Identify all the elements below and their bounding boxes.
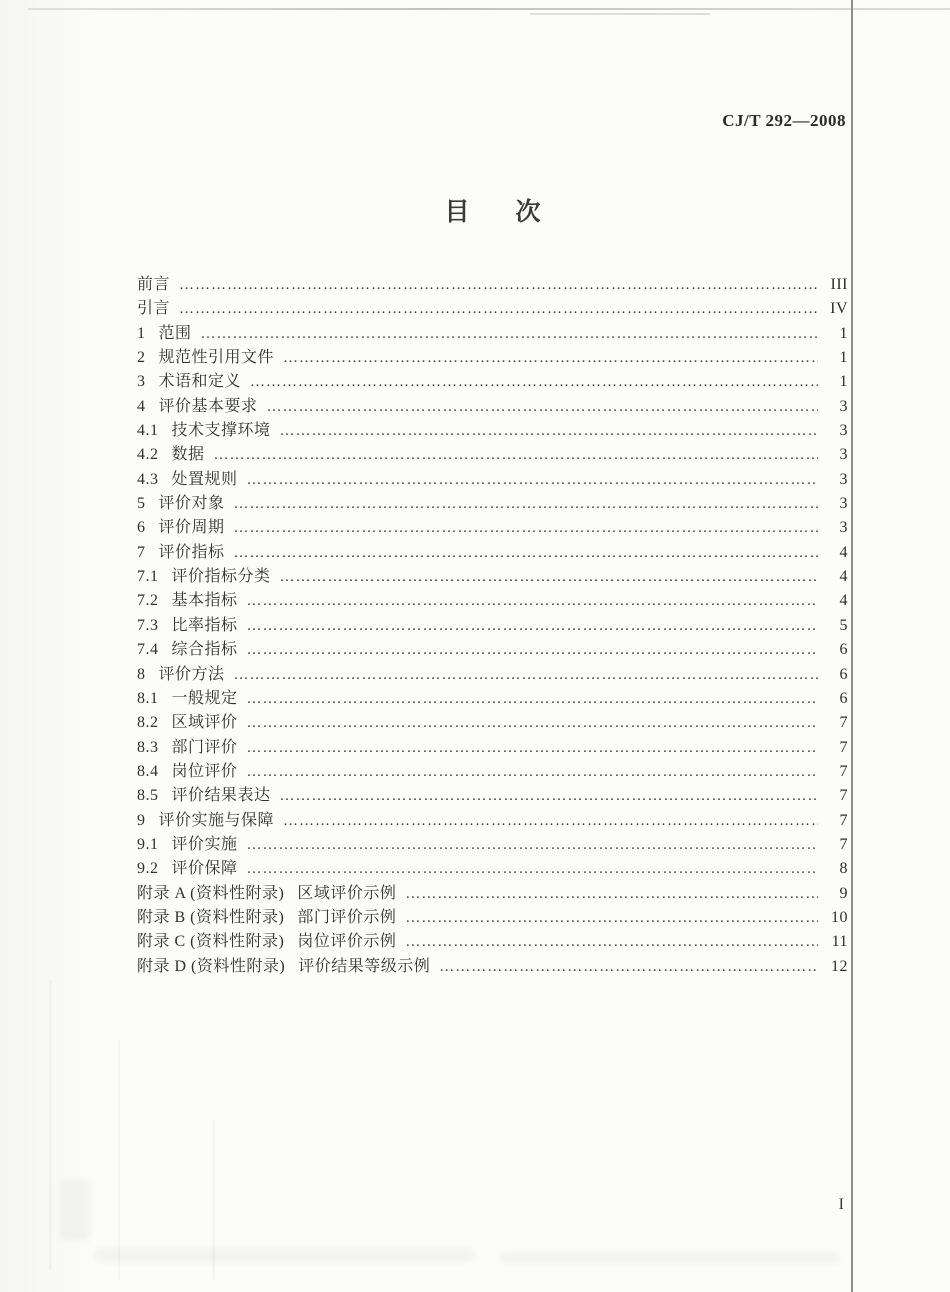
entry-number: 4 xyxy=(137,397,146,415)
entry-label: 规范性引用文件 xyxy=(158,349,275,367)
entry-number: 9.1 xyxy=(137,835,159,853)
entry-label: 综合指标 xyxy=(171,641,238,659)
entry-number: 7.1 xyxy=(137,568,159,586)
toc-entry xyxy=(137,271,848,295)
toc-entry xyxy=(137,734,848,758)
entry-page: IV xyxy=(830,300,848,318)
dot-leader xyxy=(405,886,818,903)
toc-entry xyxy=(137,587,848,611)
entry-page: 3 xyxy=(839,422,848,440)
toc-entry xyxy=(137,320,848,344)
toc-entry xyxy=(137,539,848,563)
entry-label: 技术支撑环境 xyxy=(171,422,271,440)
entry-number: 附录 C (资料性附录) xyxy=(137,933,285,951)
entry-page: 3 xyxy=(839,446,848,464)
toc-entry xyxy=(137,368,848,392)
dot-leader xyxy=(201,326,818,343)
entry-label: 评价实施 xyxy=(171,835,238,853)
table-of-contents xyxy=(137,271,848,977)
entry-label: 范围 xyxy=(158,324,192,342)
entry-page: 3 xyxy=(839,470,848,488)
entry-number: 4.3 xyxy=(137,470,159,488)
entry-page: 10 xyxy=(831,908,848,926)
dot-leader xyxy=(247,837,818,854)
entry-page: 4 xyxy=(839,592,848,610)
scan-artifact-streak xyxy=(118,1040,120,1280)
entry-number: 7.4 xyxy=(137,641,159,659)
entry-label: 评价实施与保障 xyxy=(158,811,275,829)
dot-leader xyxy=(283,350,818,367)
entry-label: 比率指标 xyxy=(171,616,238,634)
entry-page: 3 xyxy=(839,519,848,537)
toc-entry xyxy=(137,661,848,685)
dot-leader xyxy=(250,374,818,391)
entry-label: 处置规则 xyxy=(171,470,238,488)
entry-number: 9.2 xyxy=(137,860,159,878)
entry-number: 8.4 xyxy=(137,762,159,780)
dot-leader xyxy=(280,423,818,440)
dot-leader xyxy=(247,642,818,659)
entry-page: 3 xyxy=(839,397,848,415)
entry-page: 7 xyxy=(839,835,848,853)
page-number: I xyxy=(838,1196,844,1213)
entry-page: 1 xyxy=(839,373,848,391)
entry-number: 8.5 xyxy=(137,787,159,805)
toc-entry xyxy=(137,782,848,806)
scan-artifact-streak xyxy=(49,980,52,1270)
entry-label: 岗位评价 xyxy=(171,762,238,780)
entry-page: 6 xyxy=(839,641,848,659)
right-margin-rule xyxy=(851,0,853,1292)
entry-page: 1 xyxy=(839,349,848,367)
dot-leader xyxy=(234,667,818,684)
dot-leader xyxy=(405,934,818,951)
entry-page: 7 xyxy=(839,811,848,829)
entry-label: 评价指标 xyxy=(158,543,225,561)
dot-leader xyxy=(234,496,818,513)
toc-entry xyxy=(137,344,848,368)
dot-leader xyxy=(405,910,818,927)
entry-page: 6 xyxy=(839,689,848,707)
dot-leader xyxy=(280,569,818,586)
toc-entry xyxy=(137,490,848,514)
dot-leader xyxy=(214,447,818,464)
entry-number: 5 xyxy=(137,495,146,513)
scan-artifact-smudge xyxy=(95,1248,475,1262)
entry-page: 4 xyxy=(839,568,848,586)
entry-page: 7 xyxy=(839,787,848,805)
entry-page: 7 xyxy=(839,738,848,756)
page-title-char-left: 目 xyxy=(444,199,470,226)
entry-number: 7.2 xyxy=(137,592,159,610)
entry-page: 3 xyxy=(839,495,848,513)
dot-leader xyxy=(280,788,818,805)
toc-entry xyxy=(137,563,848,587)
entry-label: 评价方法 xyxy=(158,665,225,683)
entry-page: 12 xyxy=(831,957,848,975)
entry-number: 4.2 xyxy=(137,446,159,464)
entry-number: 1 xyxy=(137,324,146,342)
toc-entry xyxy=(137,466,848,490)
toc-entry-appendix xyxy=(137,880,848,904)
toc-entry xyxy=(137,295,848,319)
scan-artifact-smudge xyxy=(500,1252,840,1264)
entry-number: 7 xyxy=(137,543,146,561)
entry-label: 基本指标 xyxy=(171,592,238,610)
scan-artifact-top-line-2 xyxy=(530,13,710,15)
entry-number: 附录 B (资料性附录) xyxy=(137,908,285,926)
entry-number: 附录 A (资料性附录) xyxy=(137,884,285,902)
toc-entry xyxy=(137,709,848,733)
dot-leader xyxy=(247,740,818,757)
toc-entry xyxy=(137,758,848,782)
entry-label: 区域评价示例 xyxy=(297,884,397,902)
entry-number: 8.1 xyxy=(137,689,159,707)
dot-leader xyxy=(283,813,818,830)
toc-entry xyxy=(137,855,848,879)
dot-leader xyxy=(247,715,818,732)
toc-entry xyxy=(137,831,848,855)
toc-entry xyxy=(137,514,848,538)
entry-number: 8 xyxy=(137,665,146,683)
entry-number: 4.1 xyxy=(137,422,159,440)
entry-page: 1 xyxy=(839,324,848,342)
toc-entry-appendix xyxy=(137,928,848,952)
entry-page: 11 xyxy=(831,933,848,951)
dot-leader xyxy=(247,861,818,878)
entry-label: 引言 xyxy=(137,300,171,318)
dot-leader xyxy=(247,691,818,708)
entry-label: 一般规定 xyxy=(171,689,238,707)
dot-leader xyxy=(234,520,818,537)
entry-label: 评价保障 xyxy=(171,860,238,878)
entry-label: 术语和定义 xyxy=(158,373,242,391)
dot-leader xyxy=(179,301,818,318)
dot-leader xyxy=(247,593,818,610)
entry-page: III xyxy=(830,276,848,293)
entry-label: 前言 xyxy=(137,276,171,293)
dot-leader xyxy=(247,618,818,635)
entry-page: 7 xyxy=(839,762,848,780)
toc-entry xyxy=(137,393,848,417)
entry-page: 9 xyxy=(839,884,848,902)
dot-leader xyxy=(247,764,818,781)
page-title xyxy=(137,192,848,228)
dot-leader xyxy=(234,545,818,562)
entry-label: 评价周期 xyxy=(158,519,225,537)
entry-page: 8 xyxy=(839,860,848,878)
toc-entry xyxy=(137,612,848,636)
entry-number: 8.3 xyxy=(137,738,159,756)
entry-number: 2 xyxy=(137,349,146,367)
entry-label: 评价结果表达 xyxy=(171,787,271,805)
scan-artifact-smudge xyxy=(60,1180,90,1240)
entry-number: 6 xyxy=(137,519,146,537)
entry-number: 9 xyxy=(137,811,146,829)
dot-leader xyxy=(247,472,818,489)
entry-label: 评价结果等级示例 xyxy=(298,957,431,975)
standard-number: CJ/T 292—2008 xyxy=(722,111,846,130)
dot-leader xyxy=(179,277,818,294)
entry-page: 6 xyxy=(839,665,848,683)
entry-label: 数据 xyxy=(171,446,205,464)
scan-artifact-top-line xyxy=(28,8,950,10)
entry-label: 区域评价 xyxy=(171,714,238,732)
toc-entry-appendix xyxy=(137,904,848,928)
entry-label: 评价指标分类 xyxy=(171,568,271,586)
entry-label: 部门评价示例 xyxy=(297,908,397,926)
dot-leader xyxy=(439,959,818,976)
entry-label: 评价对象 xyxy=(158,495,225,513)
dot-leader xyxy=(267,399,818,416)
entry-page: 5 xyxy=(839,616,848,634)
entry-page: 4 xyxy=(839,543,848,561)
page-title-char-right: 次 xyxy=(515,199,541,226)
entry-number: 附录 D (资料性附录) xyxy=(137,957,286,975)
toc-entry xyxy=(137,417,848,441)
entry-page: 7 xyxy=(839,714,848,732)
toc-entry-appendix xyxy=(137,953,848,977)
toc-entry xyxy=(137,636,848,660)
entry-number: 3 xyxy=(137,373,146,391)
entry-label: 岗位评价示例 xyxy=(297,933,397,951)
toc-entry xyxy=(137,807,848,831)
toc-entry xyxy=(137,441,848,465)
entry-label: 评价基本要求 xyxy=(158,397,258,415)
entry-number: 7.3 xyxy=(137,616,159,634)
toc-entry xyxy=(137,685,848,709)
entry-number: 8.2 xyxy=(137,714,159,732)
entry-label: 部门评价 xyxy=(171,738,238,756)
